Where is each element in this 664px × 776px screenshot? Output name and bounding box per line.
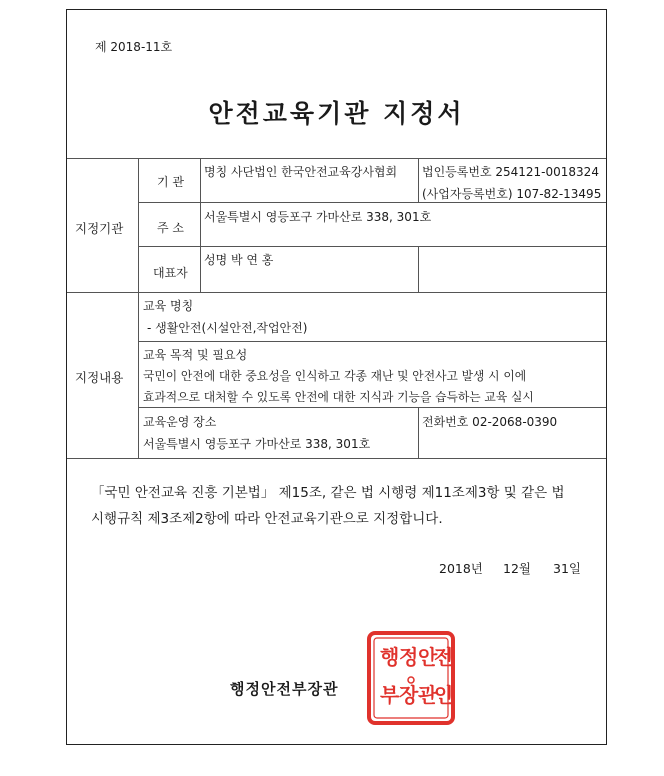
representative-name: 성명 박 연 홍 (204, 253, 274, 267)
course-name-label: 교육 명칭 (143, 299, 194, 313)
phone-number: 전화번호 02-2068-0390 (422, 415, 558, 429)
row-divider (138, 341, 606, 342)
address-label: 주 소 (157, 221, 184, 235)
section-label-content: 지정내용 (75, 370, 124, 385)
official-seal-icon (366, 630, 456, 726)
date-month: 12월 (503, 561, 531, 576)
section-label-organization: 지정기관 (75, 221, 124, 236)
row-divider (138, 246, 606, 247)
minister-title: 행정안전부장관 (230, 680, 339, 698)
svg-text:인: 인 (434, 683, 454, 707)
svg-text:전: 전 (434, 645, 454, 669)
purpose-line-1: 국민이 안전에 대한 중요성을 인식하고 각종 재난 및 안전사고 발생 시 이에 (143, 369, 527, 383)
svg-text:부: 부 (380, 683, 400, 707)
svg-text:장: 장 (399, 683, 419, 707)
document-number: 제 2018-11호 (95, 40, 173, 54)
column-divider (418, 158, 419, 202)
date-day: 31일 (553, 561, 581, 576)
representative-label: 대표자 (153, 266, 188, 280)
document-title: 안전교육기관 지정서 (208, 99, 465, 128)
svg-text:정: 정 (399, 645, 419, 669)
table-border-bottom (67, 458, 606, 459)
date-year: 2018년 (439, 561, 483, 576)
designation-statement-line-2: 시행규칙 제3조제2항에 따라 안전교육기관으로 지정합니다. (91, 511, 443, 527)
svg-text:행: 행 (380, 645, 400, 669)
table-border-top (67, 158, 606, 159)
section-divider (67, 292, 606, 293)
org-address: 서울특별시 영등포구 가마산로 338, 301호 (204, 210, 432, 224)
course-name: - 생활안전(시설안전,작업안전) (147, 321, 308, 335)
corp-registration-number: 법인등록번호 254121-0018324 (422, 165, 599, 179)
row-divider (138, 407, 606, 408)
purpose-label: 교육 목적 및 필요성 (143, 348, 248, 362)
org-name: 명칭 사단법인 한국안전교육강사협회 (204, 165, 398, 179)
svg-text:관: 관 (418, 683, 438, 707)
designation-statement-line-1: 「국민 안전교육 진흥 기본법」 제15조, 같은 법 시행령 제11조제3항 및 같은 법 (91, 485, 565, 501)
column-divider (418, 407, 419, 458)
svg-text:안: 안 (418, 645, 438, 669)
column-divider (418, 246, 419, 292)
certificate-document (66, 9, 607, 745)
column-divider (200, 158, 201, 292)
venue-label: 교육운영 장소 (143, 415, 217, 429)
org-label: 기 관 (157, 175, 184, 189)
column-divider (138, 158, 139, 458)
purpose-line-2: 효과적으로 대처할 수 있도록 안전에 대한 지식과 기능을 습득하는 교육 실시 (143, 390, 534, 404)
business-registration-number: (사업자등록번호) 107-82-13495 (422, 187, 602, 201)
row-divider (138, 202, 606, 203)
venue-address: 서울특별시 영등포구 가마산로 338, 301호 (143, 437, 371, 451)
